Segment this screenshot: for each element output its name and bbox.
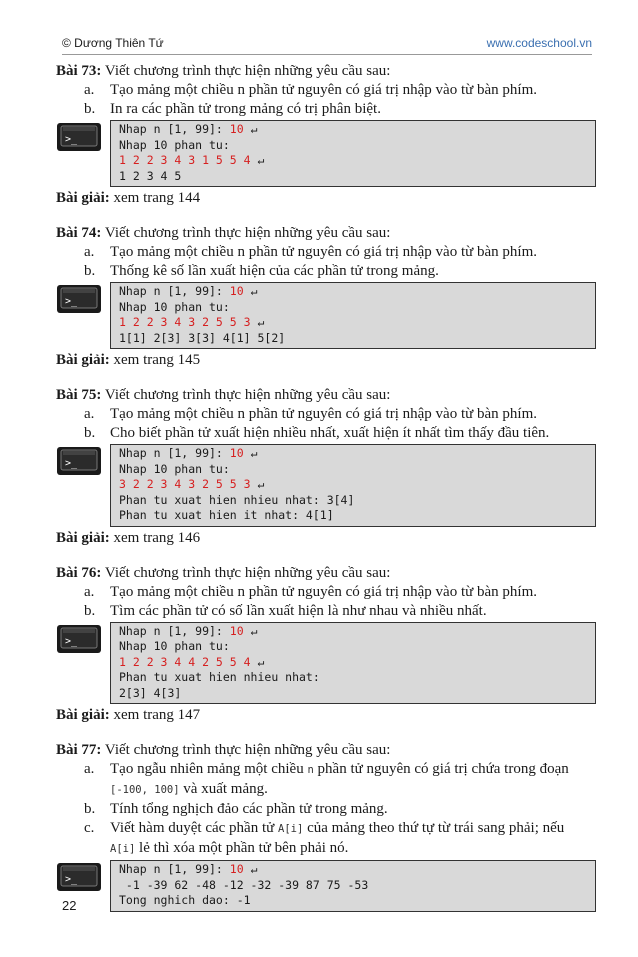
solution-label: Bài giải: [56,529,110,546]
solution-reference [56,706,596,725]
exercise-prompt: Viết chương trình thực hiện những yêu cầu sau: [104,564,391,581]
item-text: Tạo mảng một chiều n phần tử nguyên có giá trị nhập vào từ bàn phím. [110,406,537,422]
exercise-number: Bài 75: [56,387,102,403]
item-text [110,819,596,859]
console-line: 2[3] 4[3] [119,685,182,700]
item-marker: a. [84,761,95,777]
inline-code: [-100, 100] [110,784,180,796]
console-line: Nhap n [1, 99]: 10 ↵ [119,862,258,876]
console-output [110,282,596,349]
exercise-number: Bài 74: [56,225,102,241]
console-line: Tong nghich dao: -1 [119,893,251,907]
requirement-item [84,243,596,262]
console-example [56,622,596,705]
terminal-icon [56,862,102,892]
item-marker: b. [84,263,96,279]
console-example [56,444,596,527]
item-marker: c. [84,820,95,836]
item-text-part: của mảng theo thứ tự từ trái sang phải; nếu [303,820,565,836]
solution-label: Bài giải: [56,352,110,368]
console-line: -1 -39 62 -48 -12 -32 -39 87 75 -53 [119,877,369,892]
requirement-item [84,424,596,443]
terminal-icon [56,446,102,476]
solution-page: xem trang 146 [113,529,201,546]
item-marker: a. [84,82,95,98]
terminal-icon [56,122,102,152]
exercise-number: Bài 73: [56,63,102,79]
item-text: Tạo mảng một chiều n phần tử nguyên có giá trị nhập vào từ bàn phím. [110,244,537,260]
console-line: 1 2 2 3 4 3 1 5 5 4 ↵ [119,153,265,167]
console-line: Nhap 10 phan tu: [119,461,230,476]
author-credit: © Dương Thiên Tứ [62,36,164,50]
solution-reference [56,189,596,208]
requirement-list [56,405,596,443]
console-example [56,120,596,187]
exercise-title [56,62,596,81]
console-line: Nhap 10 phan tu: [119,137,230,152]
console-line: Nhap n [1, 99]: 10 ↵ [119,623,258,638]
console-line: Nhap 10 phan tu: [119,299,230,314]
exercise [56,564,596,726]
item-text: Tạo mảng một chiều n phần tử nguyên có giá trị nhập vào từ bàn phím. [110,583,537,600]
console-line: Nhap n [1, 99]: 10 ↵ [119,284,258,298]
item-text-part: và xuất mảng. [179,781,268,797]
exercise-prompt: Viết chương trình thực hiện những yêu cầu sau: [104,742,391,758]
page-number: 22 [62,898,77,913]
item-text-part: Tạo ngẫu nhiên mảng một chiều [110,761,308,777]
exercise [56,741,596,912]
requirement-item [84,602,596,621]
exercise-title [56,224,596,243]
svg-text:>_: >_ [65,874,78,885]
requirement-item [84,405,596,424]
item-text: Tìm các phần tử có số lần xuất hiện là như nhau và nhiều nhất. [110,602,487,619]
console-line: Phan tu xuat hien nhieu nhat: [119,670,320,684]
website-url: www.codeschool.vn [486,36,592,50]
requirement-item [84,800,596,819]
inline-code: n [307,764,314,776]
console-output [110,622,596,705]
console-line: 3 2 2 3 4 3 2 5 5 3 ↵ [119,477,265,491]
solution-label: Bài giải: [56,190,110,206]
console-line: Phan tu xuat hien it nhat: 4[1] [119,508,334,522]
item-text: In ra các phần tử trong mảng có trị phân biệt. [110,101,381,117]
item-marker: a. [84,583,95,600]
exercise-prompt: Viết chương trình thực hiện những yêu cầu sau: [104,225,391,241]
item-marker: a. [84,406,95,422]
inline-code: A[i] [278,823,304,835]
console-example [56,860,596,912]
solution-label: Bài giải: [56,707,110,723]
solution-reference [56,351,596,370]
console-line: 1 2 3 4 5 [119,168,182,183]
exercise-title [56,386,596,405]
page-content [56,62,596,928]
console-line: 1 2 2 3 4 3 2 5 5 3 ↵ [119,315,265,329]
solution-page: xem trang 147 [113,707,201,723]
requirement-list [56,760,596,859]
item-text-part: Viết hàm duyệt các phần tử [110,820,279,836]
console-line: 1 2 2 3 4 4 2 5 5 4 ↵ [119,654,265,669]
exercise-number: Bài 77: [56,742,102,758]
requirement-list [56,243,596,281]
item-text: Thống kê số lần xuất hiện của các phần tử trong mảng. [110,263,439,279]
exercise-prompt: Viết chương trình thực hiện những yêu cầu sau: [104,387,391,403]
exercise [56,386,596,548]
svg-text:>_: >_ [65,134,78,145]
requirement-list [56,583,596,621]
terminal-icon [56,624,102,654]
item-marker: a. [84,244,95,260]
console-line: 1[1] 2[3] 3[3] 4[1] 5[2] [119,330,286,345]
console-line: Nhap n [1, 99]: 10 ↵ [119,122,258,136]
exercise-title [56,564,596,583]
svg-text:>_: >_ [65,458,78,469]
requirement-item [84,583,596,602]
console-output [110,120,596,187]
requirement-item [84,760,596,800]
console-example [56,282,596,349]
item-text: Cho biết phần tử xuất hiện nhiều nhất, xuất hiện ít nhất tìm thấy đầu tiên. [110,425,550,441]
solution-reference [56,529,596,548]
console-output [110,444,596,527]
item-text: Tạo mảng một chiều n phần tử nguyên có giá trị nhập vào từ bàn phím. [110,82,537,98]
item-text: Tính tổng nghịch đảo các phần tử trong mảng. [110,801,388,817]
exercise-title [56,741,596,760]
requirement-item [84,100,596,119]
requirement-item [84,81,596,100]
inline-code: A[i] [110,843,136,855]
exercise-number: Bài 76: [56,564,102,581]
item-text-part: lẻ thì xóa một phần tử bên phải nó. [135,840,349,856]
requirement-list [56,81,596,119]
page-header [62,36,592,55]
console-line: Nhap 10 phan tu: [119,639,230,653]
item-marker: b. [84,101,96,117]
item-text-part: phần tử nguyên có giá trị chứa trong đoạn [313,761,569,777]
svg-text:>_: >_ [65,296,78,307]
terminal-icon [56,284,102,314]
exercise-prompt: Viết chương trình thực hiện những yêu cầu sau: [104,63,391,79]
item-marker: b. [84,801,96,817]
solution-page: xem trang 145 [113,352,201,368]
exercise [56,224,596,370]
console-output [110,860,596,912]
item-text [110,760,596,800]
console-line: Nhap n [1, 99]: 10 ↵ [119,446,258,460]
requirement-item [84,819,596,859]
exercise [56,62,596,208]
item-marker: b. [84,602,96,619]
requirement-item [84,262,596,281]
svg-text:>_: >_ [65,635,78,647]
item-marker: b. [84,425,96,441]
solution-page: xem trang 144 [113,190,201,206]
console-line: Phan tu xuat hien nhieu nhat: 3[4] [119,492,355,507]
